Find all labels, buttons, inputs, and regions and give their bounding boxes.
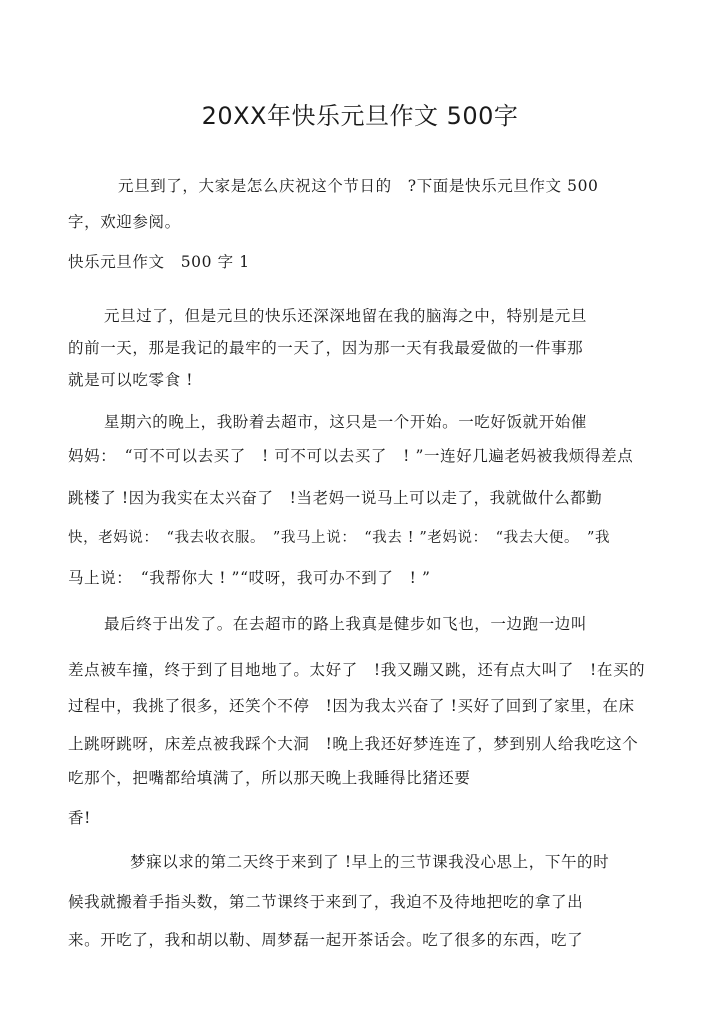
text-line-16: 吃那个，把嘴都给填满了，所以那天晚上我睡得比猪还要 bbox=[68, 769, 471, 787]
text-line-10: 快，老妈说： “我去收衣服。 ”我马上说： “我去 ! ”老妈说： “我去大便。 ”我 bbox=[68, 530, 611, 546]
text-line-12: 最后终于出发了。在去超市的路上我真是健步如飞也，一边跑一边叫 bbox=[104, 615, 588, 633]
text-line-5: 的前一天，那是我记的最牢的一天了，因为那一天有我最爱做的一件事那 bbox=[68, 339, 584, 357]
text-line-2: 字，欢迎参阅。 bbox=[68, 213, 181, 231]
text-line-1: 元旦到了，大家是怎么庆祝这个节日的 ?下面是快乐元旦作文 500 bbox=[118, 177, 599, 195]
text-line-6: 就是可以吃零食 ! bbox=[68, 371, 194, 389]
text-line-15: 上跳呀跳呀，床差点被我踩个大洞 !晚上我还好梦连连了，梦到别人给我吃这个 bbox=[68, 735, 639, 753]
text-line-8: 妈妈： “可不可以去买了 ! 可不可以去买了 ! ”一连好几遍老妈被我烦得差点 bbox=[68, 447, 634, 465]
text-line-4: 元旦过了，但是元旦的快乐还深深地留在我的脑海之中，特别是元旦 bbox=[104, 307, 588, 325]
text-line-19: 候我就搬着手指头数，第二节课终于来到了，我迫不及待地把吃的拿了出 bbox=[68, 893, 584, 911]
text-line-20: 来。开吃了，我和胡以勒、周梦磊一起开茶话会。吃了很多的东西，吃了 bbox=[68, 931, 584, 949]
text-line-13: 差点被车撞，终于到了目地地了。太好了 !我又蹦又跳，还有点大叫了 !在买的 bbox=[68, 661, 646, 679]
text-line-14: 过程中，我挑了很多，还笑个不停 !因为我太兴奋了 !买好了回到了家里，在床 bbox=[68, 697, 635, 715]
text-line-17: 香! bbox=[68, 809, 91, 827]
text-line-7: 星期六的晚上，我盼着去超市，这只是一个开始。一吃好饭就开始催 bbox=[104, 413, 588, 431]
page-title: 20XX年快乐元旦作文 500字 bbox=[201, 102, 519, 130]
section-heading: 快乐元旦作文 500 字 1 bbox=[68, 253, 250, 271]
text-line-11: 马上说： “我帮你大 ! ”“哎呀，我可办不到了 ! ” bbox=[68, 569, 431, 587]
text-line-9: 跳楼了 !因为我实在太兴奋了 !当老妈一说马上可以走了，我就做什么都勤 bbox=[68, 489, 603, 507]
text-line-18: 梦寐以求的第二天终于来到了 !早上的三节课我没心思上，下午的时 bbox=[130, 853, 610, 871]
